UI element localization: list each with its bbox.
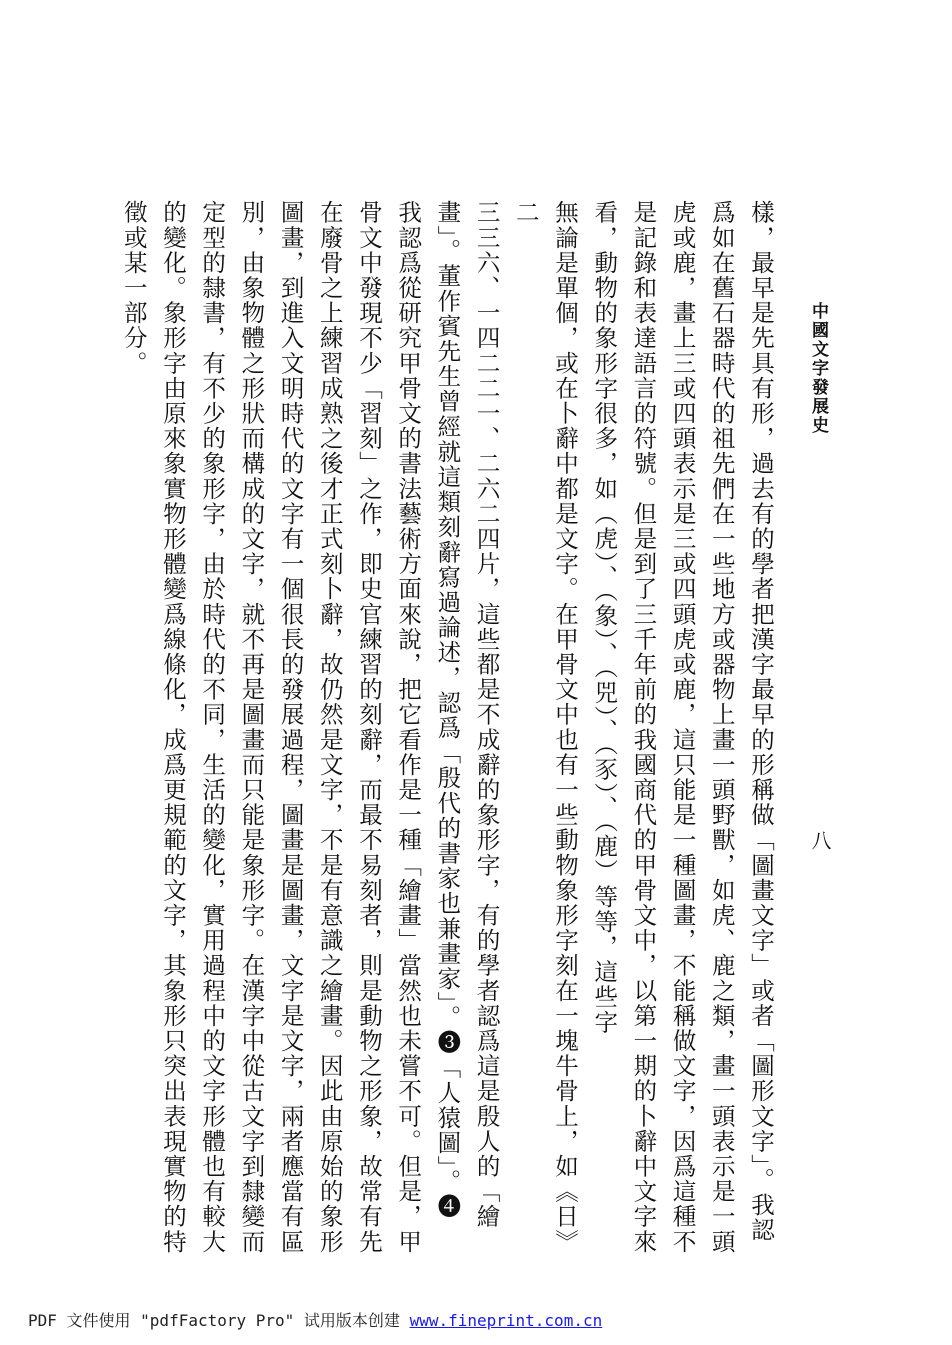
text-column: 徵或某一部分。 bbox=[119, 200, 148, 376]
pdf-footer bbox=[28, 1308, 602, 1331]
text-column: 在廢骨之上練習成熟之後才正式刻卜辭，故仍然是文字，不是有意識之繪畫。因此由原始的象形 bbox=[315, 200, 344, 1255]
text-column: 骨文中發現不少「習刻」之作，即史官練習的刻辭，而最不易刻者，則是動物之形象，故常有先 bbox=[354, 200, 383, 1255]
running-head-title: 中國文字發展史 bbox=[808, 302, 828, 435]
text-column: 看，動物的象形字很多，如（虎）、（象）、（兕）、（豕）、（鹿）等等，這些字 bbox=[590, 200, 619, 1035]
text-column: 無論是單個，或在卜辭中都是文字。在甲骨文中也有一些動物象形字刻在一塊牛骨上，如《日》二 bbox=[511, 200, 579, 1255]
text-column: 畫」。董作賓先生曾經就這類刻辭寫過論述，認爲「殷代的書家也兼畫家」。❸「人猿圖」。❹ bbox=[433, 200, 462, 1219]
text-column: 是記錄和表達語言的符號。但是到了三千年前的我國商代的甲骨文中，以第一期的卜辭中文字來 bbox=[629, 200, 658, 1255]
text-column: 三三六、一四二二一、二六二四片，這些都是不成辭的象形字，有的學者認爲這是殷人的「繪 bbox=[472, 200, 501, 1230]
text-column: 爲如在舊石器時代的祖先們在一些地方或器物上畫一頭野獸，如虎、鹿之類，畫一頭表示是一頭 bbox=[707, 200, 736, 1255]
page-number: 八 bbox=[808, 830, 832, 850]
text-column: 別，由象物體之形狀而構成的文字，就不再是圖畫而只能是象形字。在漢字中從古文字到隸變而 bbox=[237, 200, 266, 1255]
text-column: 樣，最早是先具有形，過去有的學者把漢字最早的形稱做「圖畫文字」或者「圖形文字」。我認 bbox=[747, 200, 775, 1243]
body-text bbox=[119, 200, 780, 1260]
text-column: 的變化。象形字由原來象實物形體變爲線條化，成爲更規範的文字，其象形只突出表現實物的特 bbox=[158, 200, 187, 1255]
footer-text: PDF 文件使用 "pdfFactory Pro" 试用版本创建 bbox=[28, 1311, 410, 1330]
text-column: 圖畫，到進入文明時代的文字有一個很長的發展過程，圖畫是圖畫，文字是文字，兩者應當有區 bbox=[276, 200, 305, 1255]
text-column: 虎或鹿，畫上三或四頭表示是三或四頭虎或鹿，這只能是一種圖畫，不能稱做文字，因爲這種不 bbox=[668, 200, 697, 1255]
text-column: 定型的隸書，有不少的象形字，由於時代的不同，生活的變化，實用過程中的文字形體也有較大 bbox=[198, 200, 227, 1255]
text-column: 我認爲從研究甲骨文的書法藝術方面來說，把它看作是一種「繪畫」當然也未嘗不可。但是，甲 bbox=[394, 200, 423, 1255]
footer-link[interactable]: www.fineprint.com.cn bbox=[409, 1311, 603, 1330]
